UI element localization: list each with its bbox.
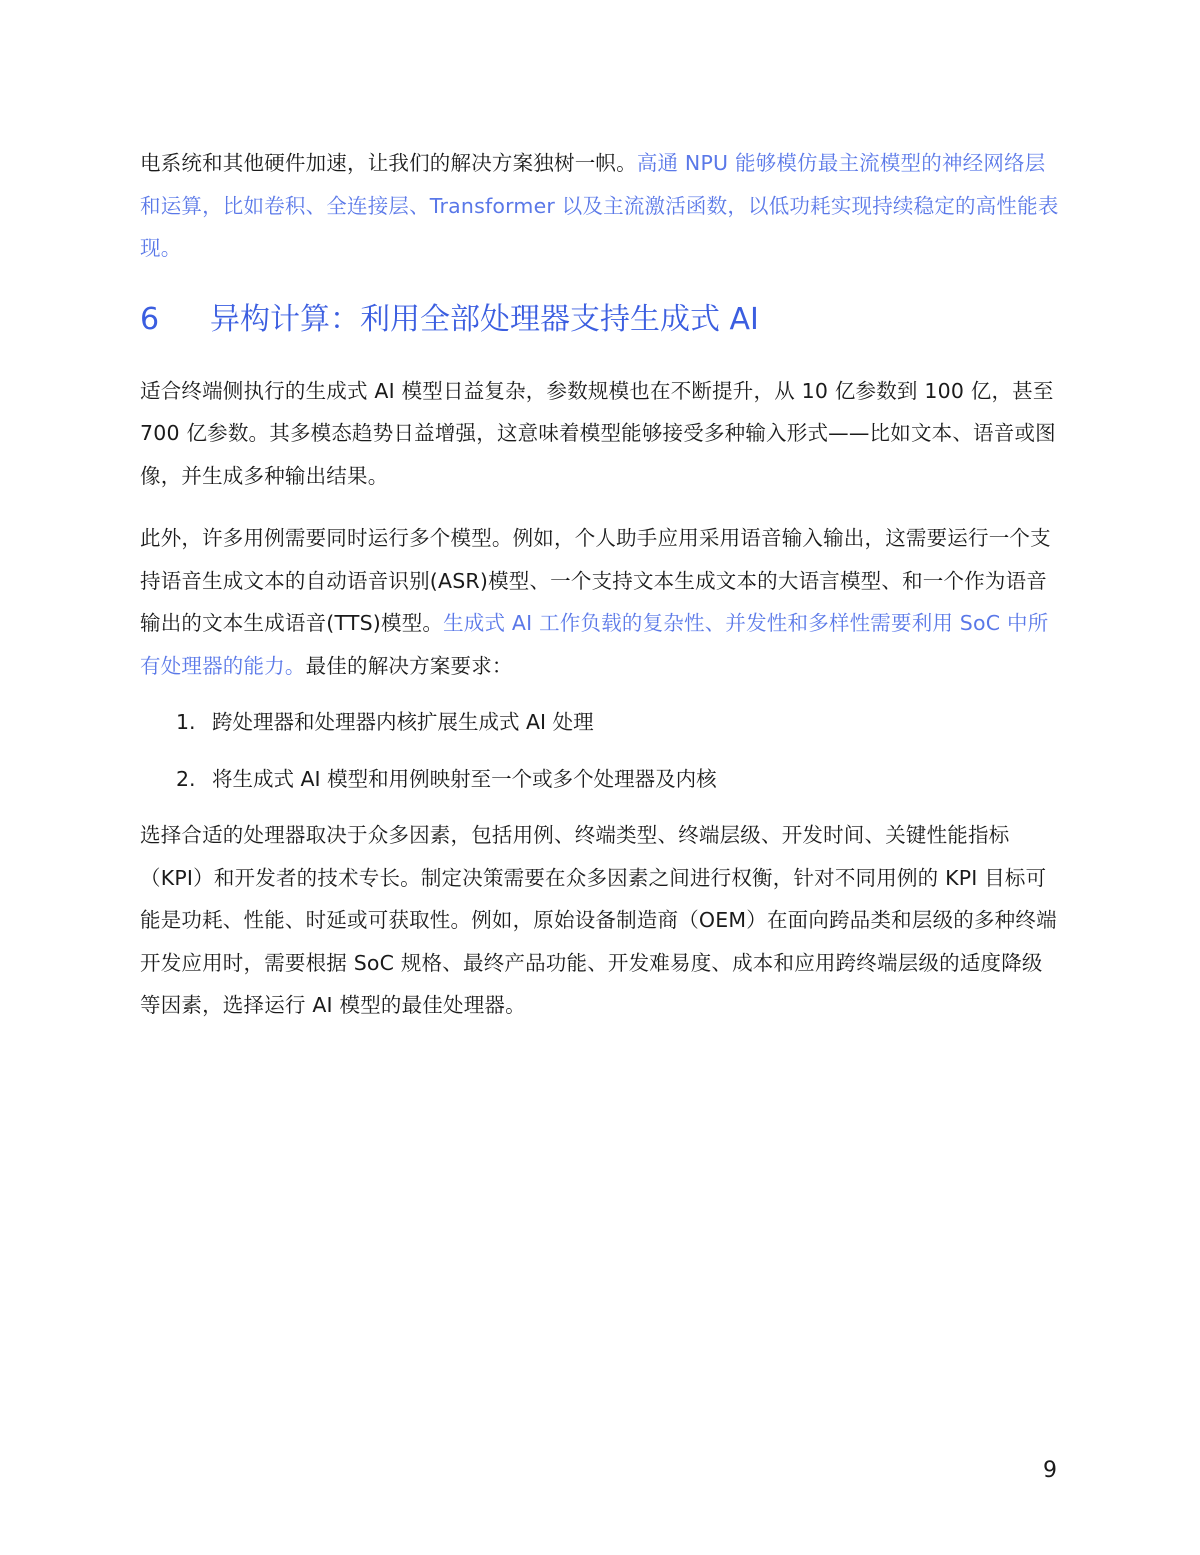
list-item-text: 将生成式 AI 模型和用例映射至一个或多个处理器及内核	[212, 766, 717, 791]
section-title: 异构计算：利用全部处理器支持生成式 AI	[210, 301, 759, 337]
document-page	[140, 142, 1060, 1027]
list-item-number: 1.	[176, 710, 196, 734]
paragraph-processor-selection: 选择合适的处理器取决于众多因素，包括用例、终端类型、终端层级、开发时间、关键性能指标（KPI）和开发者的技术专长。制定决策需要在众多因素之间进行权衡，针对不同用例的 KPI 目标可能是功耗、性能、时延或可获取性。例如，原始设备制造商（OEM）在面向跨品类和层级的多种终端开发应用时，需要根据 SoC 规格、最终产品功能、开发难易度、成本和应用跨终端层级的适度降级等因素，选择运行 AI 模型的最佳处理器。	[140, 823, 1057, 1017]
section-heading	[140, 290, 1060, 350]
intro-text: 电系统和其他硬件加速，让我们的解决方案独树一帜。	[140, 151, 637, 175]
page-number: 9	[1043, 1458, 1057, 1483]
paragraph-multiple-models-highlight: 生成式 AI 工作负载的复杂性、并发性和多样性需要利用 SoC 中所有处理器的能力。	[140, 611, 1049, 678]
intro-highlight: 高通 NPU 能够模仿最主流模型的神经网络层和运算，比如卷积、全连接层、Transformer 以及主流激活函数，以低功耗实现持续稳定的高性能表现。	[140, 151, 1059, 260]
requirements-list	[140, 701, 1060, 800]
intro-paragraph	[140, 142, 1060, 270]
paragraph-multiple-models	[140, 517, 1060, 687]
list-item	[140, 701, 1060, 744]
paragraph-model-complexity: 适合终端侧执行的生成式 AI 模型日益复杂，参数规模也在不断提升，从 10 亿参数到 100 亿，甚至 700 亿参数。其多模态趋势日益增强，这意味着模型能够接受多种输入形式——比如文本、语音或图像，并生成多种输出结果。	[140, 378, 1056, 488]
list-item	[140, 758, 1060, 801]
paragraph-multiple-models-text: 此外，许多用例需要同时运行多个模型。例如，个人助手应用采用语音输入输出，这需要运行一个支持语音生成文本的自动语音识别(ASR)模型、一个支持文本生成文本的大语言模型、和一个作为语音输出的文本生成语音(TTS)模型。	[140, 526, 1051, 635]
section-number: 6	[140, 301, 160, 337]
list-item-text: 跨处理器和处理器内核扩展生成式 AI 处理	[212, 710, 594, 734]
paragraph-multiple-models-tail: 最佳的解决方案要求：	[305, 653, 513, 678]
list-item-number: 2.	[176, 766, 196, 791]
